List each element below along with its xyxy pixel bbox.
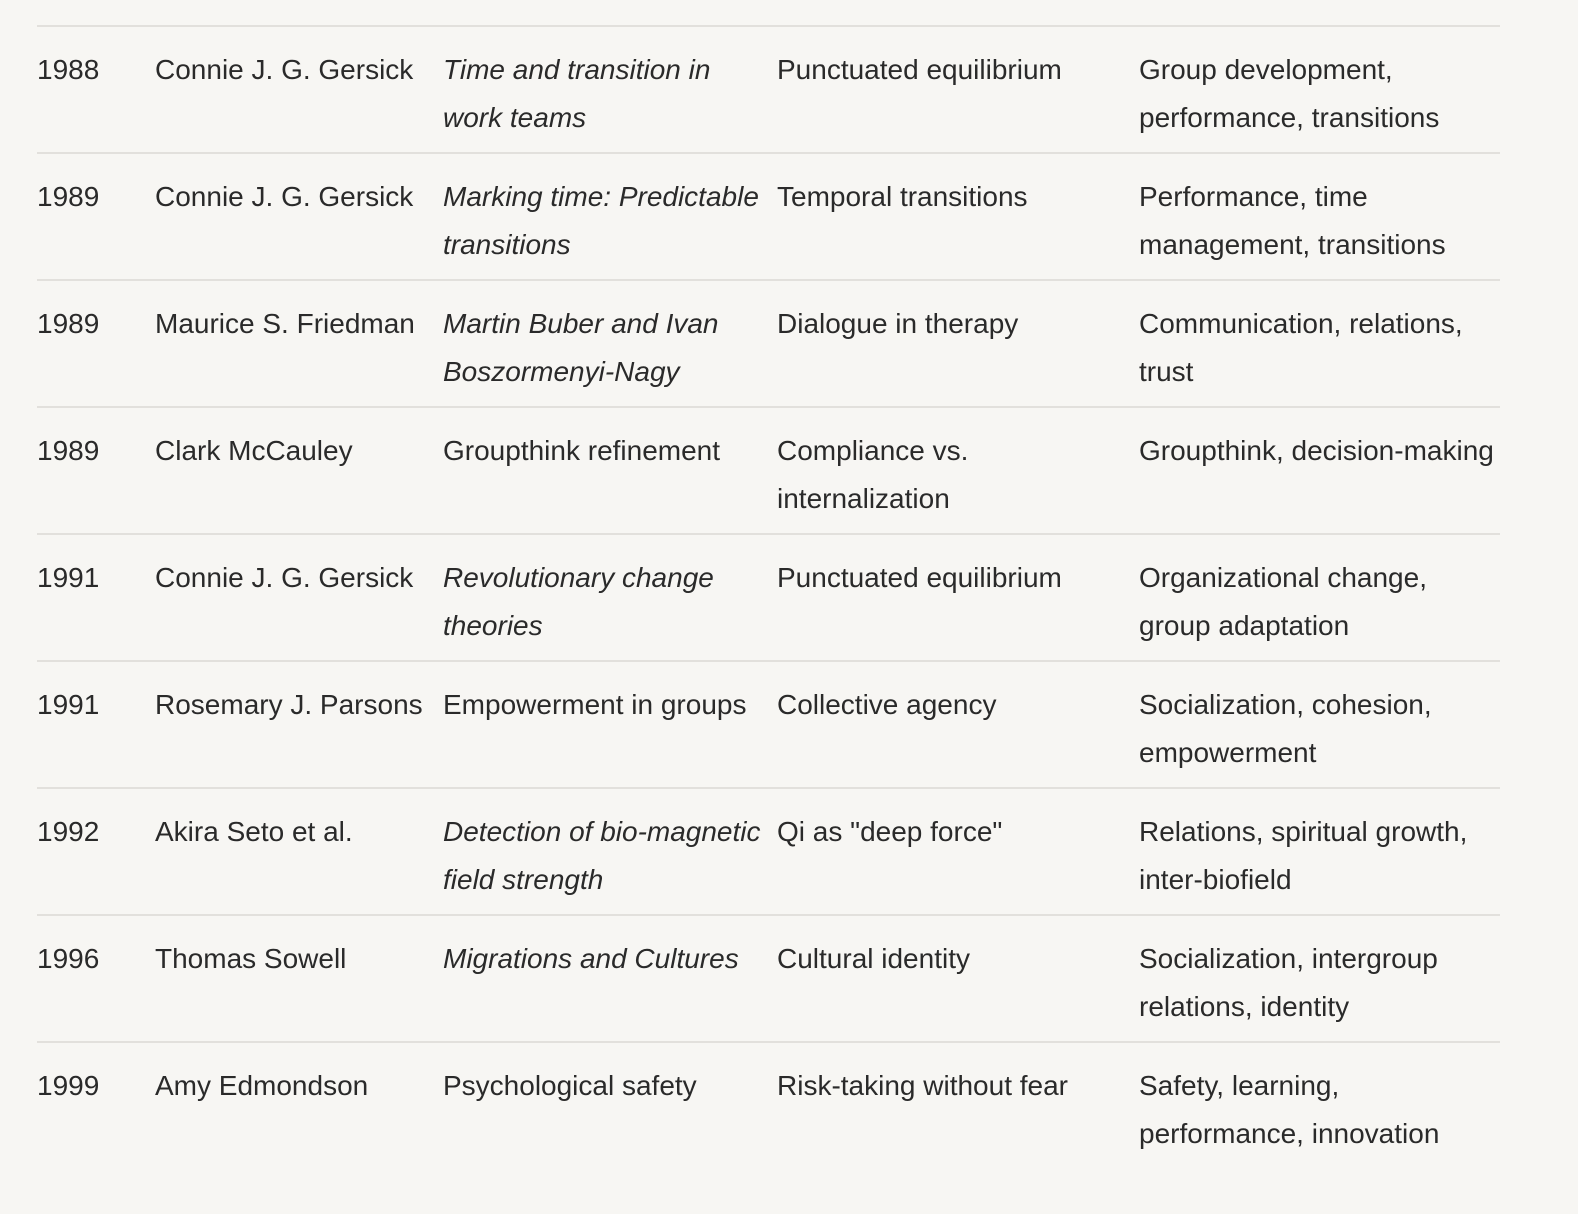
topics-cell: Socialization, intergroup relations, identity <box>1139 943 1438 1022</box>
author-cell: Maurice S. Friedman <box>155 308 415 339</box>
table-row <box>37 1043 1500 1170</box>
work-cell: Marking time: Predictable transitions <box>443 181 759 260</box>
table-row <box>37 789 1500 916</box>
year-cell: 1989 <box>37 308 100 339</box>
concept-cell: Qi as "deep force" <box>777 816 1003 847</box>
topics-cell: Relations, spiritual growth, inter-biofield <box>1139 816 1468 895</box>
table-row <box>37 916 1500 1043</box>
concept-cell: Risk-taking without fear <box>777 1070 1069 1101</box>
table-row <box>37 27 1500 154</box>
topics-cell: Organizational change, group adaptation <box>1139 562 1427 641</box>
table-row <box>37 535 1500 662</box>
year-cell: 1991 <box>37 689 100 720</box>
table-row <box>37 408 1500 535</box>
work-cell: Time and transition in work teams <box>443 54 711 133</box>
references-table <box>37 0 1500 1170</box>
concept-cell: Dialogue in therapy <box>777 308 1019 339</box>
topics-cell: Socialization, cohesion, empowerment <box>1139 689 1432 768</box>
work-cell: Detection of bio-magnetic field strength <box>443 816 761 895</box>
concept-cell: Temporal transitions <box>777 181 1028 212</box>
topics-cell: Group development, performance, transitions <box>1139 54 1440 133</box>
year-cell: 1992 <box>37 816 100 847</box>
concept-cell: Collective agency <box>777 689 997 720</box>
author-cell: Thomas Sowell <box>155 943 347 974</box>
work-cell: Groupthink refinement <box>443 435 721 466</box>
work-cell: Revolutionary change theories <box>443 562 714 641</box>
year-cell: 1989 <box>37 181 100 212</box>
author-cell: Clark McCauley <box>155 435 353 466</box>
concept-cell: Compliance vs. internalization <box>777 435 969 514</box>
author-cell: Connie J. G. Gersick <box>155 562 414 593</box>
concept-cell: Punctuated equilibrium <box>777 562 1062 593</box>
year-cell: 1988 <box>37 54 100 85</box>
author-cell: Connie J. G. Gersick <box>155 181 414 212</box>
work-cell: Martin Buber and Ivan Boszormenyi-Nagy <box>443 308 719 387</box>
year-cell: 1996 <box>37 943 100 974</box>
table-row <box>37 662 1500 789</box>
work-cell: Migrations and Cultures <box>443 943 739 974</box>
work-cell: Psychological safety <box>443 1070 697 1101</box>
author-cell: Akira Seto et al. <box>155 816 353 847</box>
author-cell: Amy Edmondson <box>155 1070 369 1101</box>
table-row <box>37 281 1500 408</box>
concept-cell: Punctuated equilibrium <box>777 54 1062 85</box>
table-row <box>37 154 1500 281</box>
year-cell: 1991 <box>37 562 100 593</box>
year-cell: 1999 <box>37 1070 100 1101</box>
concept-cell: Cultural identity <box>777 943 970 974</box>
previous-row-fragment <box>37 0 1500 27</box>
topics-cell: Communication, relations, trust <box>1139 308 1463 387</box>
author-cell: Rosemary J. Parsons <box>155 689 423 720</box>
topics-cell: Performance, time management, transitions <box>1139 181 1446 260</box>
topics-cell: Safety, learning, performance, innovation <box>1139 1070 1440 1149</box>
table-body <box>37 27 1500 1170</box>
author-cell: Connie J. G. Gersick <box>155 54 414 85</box>
topics-cell: Groupthink, decision-making <box>1139 435 1494 466</box>
year-cell: 1989 <box>37 435 100 466</box>
work-cell: Empowerment in groups <box>443 689 747 720</box>
